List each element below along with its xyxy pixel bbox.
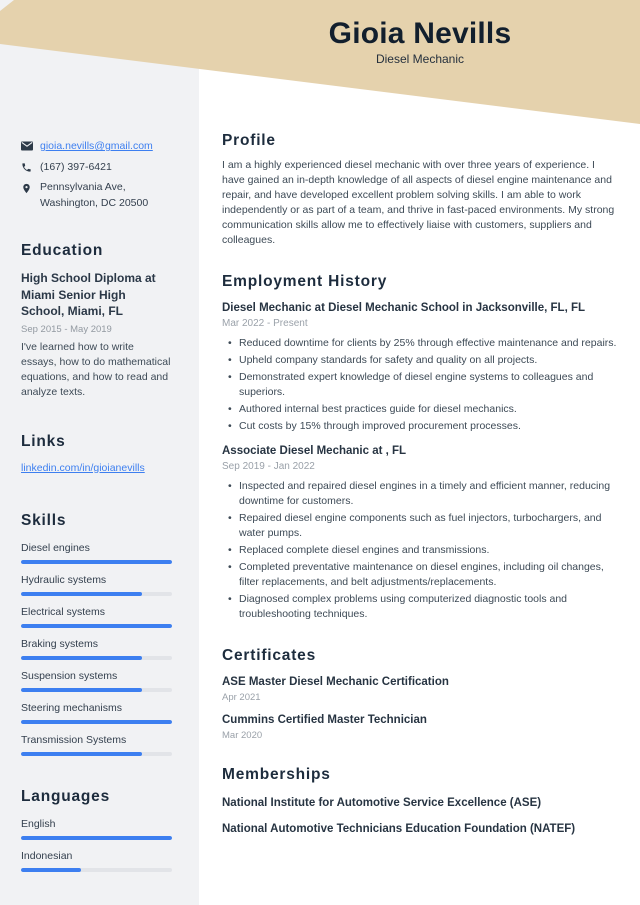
address — [40, 180, 148, 211]
job-bullets — [222, 336, 620, 434]
job-bullet: • Reduced downtime for clients by 25% through effective maintenance and repairs. — [222, 336, 620, 351]
address-line-1: Pennsylvania Ave, — [40, 181, 126, 193]
skill-bar — [21, 624, 172, 628]
job-period: Sep 2019 - Jan 2022 — [222, 461, 315, 472]
job-period: Mar 2022 - Present — [222, 318, 308, 329]
job-bullet: • Inspected and repaired diesel engines in a timely and efficient manner, reducing downtime for customers. — [222, 479, 620, 509]
education-description: I've learned how to write essays, how to do mathematical equations, and how to read and analyze texts. — [21, 340, 171, 398]
job-role-subtitle: Diesel Mechanic — [375, 52, 465, 66]
skill-label: Steering mechanisms — [21, 701, 122, 714]
language-item — [21, 850, 172, 872]
contact-block — [21, 139, 172, 211]
certificates-section — [222, 647, 620, 741]
main-content — [222, 132, 620, 836]
contact-phone-row — [21, 160, 172, 176]
certificate-date: Mar 2020 — [222, 730, 263, 741]
address-line-2: Washington, DC 20500 — [40, 196, 149, 209]
links-heading: Links — [21, 432, 66, 450]
skill-label: Suspension systems — [21, 669, 118, 682]
job-bullet: • Completed preventative maintenance on diesel engines, including oil changes, filter replacements, and belt adjustments/replacements. — [222, 560, 620, 590]
skill-bar — [21, 720, 172, 724]
job-bullet: • Diagnosed complex problems using computerized diagnostic tools and troubleshooting techniques. — [222, 592, 620, 622]
profile-text: I am a highly experienced diesel mechanic with over three years of experience. I have gained an in-depth knowledge of all aspects of diesel engine maintenance and repair, and have developed excellent problem solving skills. I am able to work independently or as part of a team, and thrive in fast-paced environments. My strong communication skills allow me to effectively liaise with customers, suppliers and colleagues. — [222, 159, 615, 246]
membership-entry: National Institute for Automotive Service Excellence (ASE) — [222, 797, 542, 809]
skill-label: Hydraulic systems — [21, 573, 107, 586]
phone-number: (167) 397-6421 — [40, 160, 112, 173]
skills-heading: Skills — [21, 511, 67, 529]
page-title: Gioia Nevills — [328, 17, 512, 50]
skill-bar — [21, 688, 172, 692]
certificate-entry — [222, 713, 620, 741]
skill-item — [21, 574, 172, 596]
profile-heading: Profile — [222, 132, 276, 149]
memberships-section — [222, 766, 620, 836]
education-period: Sep 2015 - May 2019 — [21, 323, 112, 335]
skill-label: Transmission Systems — [21, 733, 127, 746]
language-bar — [21, 836, 172, 840]
certificate-entry — [222, 675, 620, 703]
skill-bar — [21, 656, 172, 660]
education-heading: Education — [21, 242, 104, 259]
certificate-title: ASE Master Diesel Mechanic Certification — [222, 676, 449, 688]
skill-bar — [21, 560, 172, 564]
job-entry — [222, 444, 620, 622]
certificate-date: Apr 2021 — [222, 692, 261, 703]
email-link[interactable]: gioia.nevills@gmail.com — [40, 140, 153, 152]
employment-section — [222, 273, 620, 622]
job-bullet: • Replaced complete diesel engines and transmissions. — [222, 543, 620, 558]
memberships-heading: Memberships — [222, 766, 331, 783]
location-pin-icon — [21, 182, 33, 195]
contact-address-row — [21, 180, 172, 211]
sidebar — [0, 0, 199, 905]
job-title: Associate Diesel Mechanic at , FL — [222, 445, 407, 457]
job-bullets — [222, 479, 620, 622]
skill-item — [21, 734, 172, 756]
job-bullet: • Demonstrated expert knowledge of diesel engine systems to colleagues and superiors. — [222, 370, 620, 400]
membership-entry: National Automotive Technicians Education Foundation (NATEF) — [222, 823, 576, 835]
language-bar — [21, 868, 172, 872]
contact-email-row — [21, 139, 172, 155]
skill-item — [21, 638, 172, 660]
job-title: Diesel Mechanic at Diesel Mechanic School in Jacksonville, FL, FL — [222, 302, 586, 314]
languages-heading: Languages — [21, 787, 111, 805]
language-item — [21, 818, 172, 840]
certificate-title: Cummins Certified Master Technician — [222, 714, 427, 726]
email-icon — [21, 141, 33, 151]
skill-item — [21, 542, 172, 564]
skill-item — [21, 670, 172, 692]
language-label: Indonesian — [21, 849, 73, 862]
skill-label: Diesel engines — [21, 541, 90, 554]
job-bullet: • Repaired diesel engine components such as fuel injectors, turbochargers, and water pumps. — [222, 511, 620, 541]
phone-icon — [21, 162, 33, 173]
header — [220, 17, 620, 66]
skill-label: Braking systems — [21, 637, 99, 650]
education-degree: High School Diploma at Miami Senior High School, Miami, FL — [21, 271, 156, 318]
job-bullet: • Cut costs by 15% through improved procurement processes. — [222, 419, 620, 434]
skill-bar — [21, 752, 172, 756]
language-label: English — [21, 817, 56, 830]
skill-label: Electrical systems — [21, 605, 106, 618]
employment-heading: Employment History — [222, 273, 388, 290]
job-entry — [222, 301, 620, 434]
job-bullet: • Upheld company standards for safety and quality on all projects. — [222, 353, 620, 368]
skill-item — [21, 606, 172, 628]
skill-item — [21, 702, 172, 724]
certificates-heading: Certificates — [222, 647, 317, 664]
linkedin-link[interactable]: linkedin.com/in/gioianevills — [21, 461, 145, 474]
job-bullet: • Authored internal best practices guide for diesel mechanics. — [222, 402, 620, 417]
skill-bar — [21, 592, 172, 596]
